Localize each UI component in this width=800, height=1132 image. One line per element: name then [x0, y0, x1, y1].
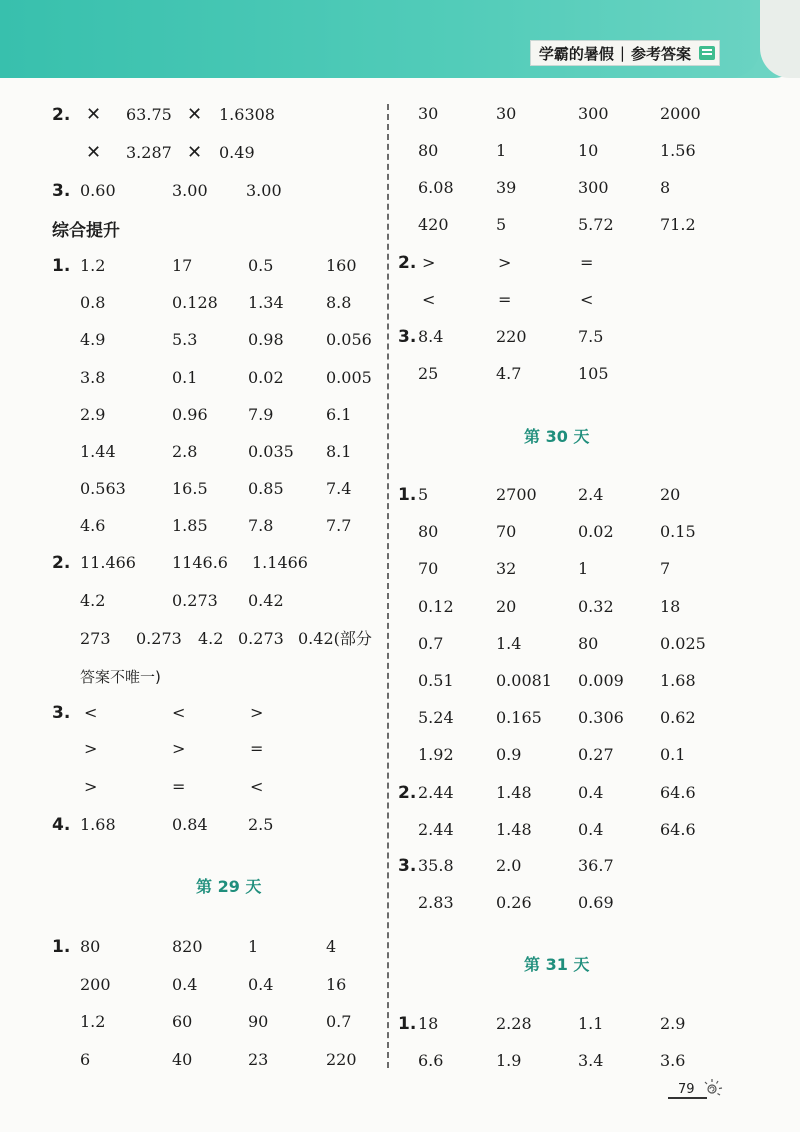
answer-value: 4.6 — [80, 516, 106, 536]
answer-value: 32 — [496, 559, 517, 579]
answer-value: 0.5 — [248, 256, 274, 275]
answer-value: 0.1 — [660, 745, 686, 765]
answer-row — [0, 734, 385, 768]
answer-value: 1.44 — [80, 442, 116, 461]
answer-value: 20 — [660, 485, 681, 504]
answer-value: 0.4 — [578, 783, 604, 802]
answer-value: 1.85 — [172, 516, 208, 536]
answer-value: 1.48 — [496, 819, 532, 839]
question-number: 2. — [52, 105, 71, 125]
answer-value: 60 — [172, 1012, 193, 1031]
answer-row — [0, 138, 385, 172]
answer-value: 0.9 — [496, 745, 522, 765]
answer-value: 220 — [496, 327, 527, 346]
answer-value: 0.26 — [496, 893, 532, 912]
answer-row — [0, 363, 385, 397]
comparison-sign: > — [250, 703, 264, 722]
answer-value: 2700 — [496, 485, 537, 504]
answer-value: 70 — [418, 559, 439, 579]
question-number: 1. — [52, 937, 71, 957]
answer-row — [0, 474, 385, 508]
answer-row — [390, 554, 790, 588]
question-number: 4. — [52, 815, 71, 835]
answer-value: 18 — [660, 596, 681, 616]
question-number: 3. — [52, 703, 71, 723]
answer-value: 1146.6 — [172, 553, 228, 572]
answer-row — [0, 288, 385, 322]
answer-value: 11.466 — [80, 553, 136, 572]
answer-value: 0.306 — [578, 708, 624, 728]
answer-value: 2.28 — [496, 1014, 532, 1033]
answer-value: 0.96 — [172, 404, 208, 424]
comparison-sign: > — [498, 253, 512, 272]
answer-value: 3.4 — [578, 1051, 604, 1070]
answer-row — [390, 517, 790, 551]
answer-value: 5.24 — [418, 708, 454, 728]
wrong-mark-icon: ✕ — [187, 104, 203, 125]
answer-value: 0.035 — [248, 442, 294, 461]
answer-row — [0, 1007, 385, 1041]
answer-value: 0.273 — [172, 591, 218, 610]
answer-value: 4.2 — [198, 629, 224, 648]
answer-value: 2.9 — [80, 404, 106, 424]
comparison-sign: < — [172, 703, 186, 722]
answer-row — [0, 1045, 385, 1079]
answer-value: 3.287 — [126, 143, 172, 162]
question-number: 3. — [52, 181, 71, 201]
book-icon — [699, 46, 715, 60]
answer-value: 0.1 — [172, 367, 198, 387]
answer-row — [390, 173, 790, 207]
answer-value: 0.7 — [418, 633, 444, 653]
answer-value: 3.8 — [80, 367, 106, 387]
section-heading: 综合提升 — [52, 221, 120, 241]
answer-value: 6.1 — [326, 404, 352, 424]
answer-value: 17 — [172, 256, 193, 275]
answer-value: 80 — [80, 937, 101, 956]
wrong-mark-icon: ✕ — [86, 104, 102, 125]
answer-value: 0.005 — [326, 367, 372, 387]
answer-value: 0.51 — [418, 671, 454, 690]
answer-value: 3.00 — [172, 181, 208, 200]
answer-value: 5 — [418, 485, 429, 504]
answer-row — [390, 703, 790, 737]
answer-value: 2.8 — [172, 442, 198, 461]
answer-value: 30 — [418, 104, 439, 123]
comparison-sign: < — [422, 290, 436, 309]
answer-row — [0, 548, 385, 582]
answer-value: 0.273 — [238, 629, 284, 648]
answer-value: 1 — [578, 559, 589, 579]
answer-value: 0.056 — [326, 330, 372, 350]
answer-value: 4.9 — [80, 330, 106, 350]
answer-value: 1.4 — [496, 633, 522, 653]
comparison-sign: < — [250, 777, 264, 796]
answer-row — [0, 624, 385, 658]
question-number: 1. — [52, 256, 71, 276]
answer-value: 3.6 — [660, 1051, 686, 1070]
answer-value: 2000 — [660, 104, 701, 123]
answer-value: 20 — [496, 596, 517, 616]
answer-value: 273 — [80, 629, 111, 648]
wrong-mark-icon: ✕ — [86, 142, 102, 163]
answer-value: 64.6 — [660, 783, 696, 802]
answer-value: 0.128 — [172, 293, 218, 313]
answer-value: 160 — [326, 256, 357, 275]
badge-book-title: 学霸的暑假 — [538, 44, 614, 63]
answer-row — [0, 586, 385, 620]
question-number: 3. — [398, 327, 417, 347]
question-number: 3. — [398, 856, 417, 876]
day-30-heading: 第 30 天 — [524, 427, 590, 446]
answer-value: 0.4 — [578, 819, 604, 839]
answer-value: 7.9 — [248, 404, 274, 424]
answer-value: 0.8 — [80, 293, 106, 313]
answer-value: 0.49 — [219, 143, 255, 162]
answer-value: 1.48 — [496, 783, 532, 802]
answer-note: 答案不唯一) — [80, 668, 161, 686]
answer-row — [390, 136, 790, 170]
answer-row — [390, 99, 790, 133]
answer-row — [390, 778, 790, 812]
answer-value: 8 — [660, 178, 671, 197]
answer-row — [0, 325, 385, 359]
answer-row — [0, 251, 385, 285]
answer-value: 8.4 — [418, 327, 444, 346]
answer-value: 2.9 — [660, 1014, 686, 1033]
answer-value: 1.2 — [80, 256, 106, 275]
answer-value: 39 — [496, 178, 517, 197]
answer-value: 18 — [418, 1014, 439, 1033]
answer-value: 1.68 — [80, 815, 116, 834]
comparison-sign: > — [422, 253, 436, 272]
answer-value: 2.83 — [418, 893, 454, 912]
answer-value: 23 — [248, 1049, 269, 1069]
comparison-sign: = — [172, 777, 186, 796]
answer-value: 1 — [248, 937, 259, 956]
answer-value: 300 — [578, 104, 609, 123]
comparison-sign: < — [580, 290, 594, 309]
answer-value: 6.08 — [418, 178, 454, 197]
answer-value: 36.7 — [578, 856, 614, 875]
answer-row — [0, 511, 385, 545]
answer-value: 7.5 — [578, 327, 604, 346]
answer-value: 0.02 — [578, 522, 614, 542]
answer-value: 8.8 — [326, 293, 352, 313]
answer-value: 3.00 — [246, 181, 282, 200]
question-number: 2. — [398, 253, 417, 273]
question-number: 1. — [398, 1014, 417, 1034]
wrong-mark-icon: ✕ — [187, 142, 203, 163]
answer-row — [390, 1046, 790, 1080]
answer-row — [390, 480, 790, 514]
answer-value: 5.3 — [172, 330, 198, 350]
answer-value: 90 — [248, 1012, 269, 1031]
answer-value: 0.62 — [660, 708, 696, 728]
comparison-sign: > — [84, 739, 98, 758]
answer-value: 1.34 — [248, 293, 284, 313]
page-header-band — [0, 0, 800, 78]
answer-value: 0.12 — [418, 596, 454, 616]
answer-value: 2.4 — [578, 485, 604, 504]
answer-row — [0, 698, 385, 732]
comparison-sign: = — [498, 290, 512, 309]
comparison-sign: > — [172, 739, 186, 758]
answer-value: 4 — [326, 937, 337, 956]
answer-row — [390, 359, 790, 393]
answer-value: 0.4 — [248, 974, 274, 994]
answer-value: 0.42 — [248, 591, 284, 610]
answer-value: 0.15 — [660, 522, 696, 542]
column-divider — [387, 104, 389, 1068]
answer-row — [0, 932, 385, 966]
answer-value: 80 — [418, 141, 439, 160]
answer-row — [0, 437, 385, 471]
answer-value: 0.42(部分 — [298, 629, 372, 648]
page-number: 79 — [668, 1082, 707, 1099]
answer-row — [0, 176, 385, 210]
answer-value: 0.563 — [80, 479, 126, 499]
answer-value: 40 — [172, 1049, 193, 1069]
badge-section-title: 参考答案 — [630, 44, 691, 63]
answer-value: 0.69 — [578, 893, 614, 912]
answer-value: 0.85 — [248, 479, 284, 499]
sun-swirl-icon — [701, 1078, 723, 1100]
answer-row — [390, 210, 790, 244]
answer-value: 0.165 — [496, 708, 542, 728]
answer-row — [390, 592, 790, 626]
answer-value: 0.98 — [248, 330, 284, 350]
answer-value: 1.1466 — [252, 553, 308, 572]
day-29-heading: 第 29 天 — [196, 877, 262, 896]
answer-value: 820 — [172, 937, 203, 956]
answer-value: 16.5 — [172, 479, 208, 499]
answer-value: 4.7 — [496, 364, 522, 383]
answer-value: 1.6308 — [219, 105, 275, 124]
answer-row — [0, 100, 385, 134]
answer-value: 1.2 — [80, 1012, 106, 1031]
answer-value: 8.1 — [326, 442, 352, 461]
answer-value: 1 — [496, 141, 507, 160]
question-number: 2. — [52, 553, 71, 573]
answer-row — [390, 629, 790, 663]
answer-value: 0.025 — [660, 633, 706, 653]
answer-value: 5.72 — [578, 215, 614, 234]
answer-row — [390, 285, 790, 319]
answer-value: 420 — [418, 215, 449, 234]
answer-value: 105 — [578, 364, 609, 383]
answer-row — [390, 248, 790, 282]
answer-value: 0.02 — [248, 367, 284, 387]
answer-value: 0.4 — [172, 974, 198, 994]
answer-value: 7.4 — [326, 479, 352, 499]
answer-value: 64.6 — [660, 819, 696, 839]
answer-value: 7 — [660, 559, 671, 579]
answer-row — [390, 851, 790, 885]
answer-value: 0.009 — [578, 671, 624, 690]
answer-value: 1.56 — [660, 141, 696, 160]
answer-row — [0, 970, 385, 1004]
answer-row — [390, 1009, 790, 1043]
answer-value: 7.7 — [326, 516, 352, 536]
answer-row — [0, 810, 385, 844]
answer-value: 63.75 — [126, 105, 172, 124]
answer-value: 0.32 — [578, 596, 614, 616]
answer-row — [0, 772, 385, 806]
answer-value: 220 — [326, 1049, 357, 1069]
question-number: 2. — [398, 783, 417, 803]
answer-value: 300 — [578, 178, 609, 197]
answer-row — [0, 400, 385, 434]
answer-value: 0.60 — [80, 181, 116, 200]
answer-value: 0.273 — [136, 629, 182, 648]
comparison-sign: > — [84, 777, 98, 796]
answer-value: 16 — [326, 974, 347, 994]
answer-value: 80 — [578, 633, 599, 653]
answer-value: 200 — [80, 974, 111, 994]
answer-value: 30 — [496, 104, 517, 123]
answer-value: 0.0081 — [496, 671, 552, 690]
answer-value: 4.2 — [80, 591, 106, 610]
answer-value: 70 — [496, 522, 517, 542]
answer-value: 1.68 — [660, 671, 696, 690]
answer-value: 1.92 — [418, 745, 454, 765]
question-number: 1. — [398, 485, 417, 505]
answer-value: 25 — [418, 364, 439, 383]
answer-value: 0.7 — [326, 1012, 352, 1031]
comparison-sign: = — [580, 253, 594, 272]
answer-value: 2.44 — [418, 783, 454, 802]
badge-separator: | — [619, 44, 625, 62]
answer-value: 6.6 — [418, 1051, 444, 1070]
comparison-sign: < — [84, 703, 98, 722]
day-31-heading: 第 31 天 — [524, 955, 590, 974]
answer-value: 6 — [80, 1049, 91, 1069]
answer-value: 0.27 — [578, 745, 614, 765]
answer-value: 1.1 — [578, 1014, 604, 1033]
answer-value: 2.44 — [418, 819, 454, 839]
book-title-badge — [530, 40, 720, 66]
comparison-sign: = — [250, 739, 264, 758]
answer-value: 10 — [578, 141, 599, 160]
answer-row — [390, 815, 790, 849]
answer-row — [390, 888, 790, 922]
answer-value: 1.9 — [496, 1051, 522, 1070]
answer-row — [390, 322, 790, 356]
answer-value: 0.84 — [172, 815, 208, 834]
answer-value: 5 — [496, 215, 507, 234]
answer-row — [390, 740, 790, 774]
answer-value: 35.8 — [418, 856, 454, 875]
answer-value: 7.8 — [248, 516, 274, 536]
answer-value: 71.2 — [660, 215, 696, 234]
answer-row — [390, 666, 790, 700]
answer-value: 2.5 — [248, 815, 274, 834]
header-curve — [0, 0, 760, 78]
answer-value: 80 — [418, 522, 439, 542]
header-page-fold — [760, 0, 800, 78]
answer-value: 2.0 — [496, 856, 522, 875]
